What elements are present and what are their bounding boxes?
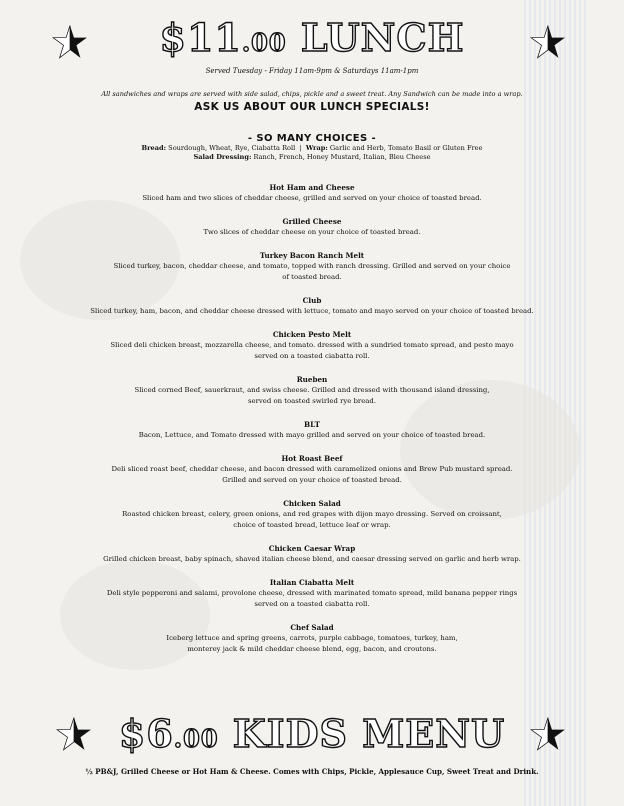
- kids-header: [0, 712, 624, 761]
- item-description: Sliced corned Beef, sauerkraut, and swiss cheese. Grilled and dressed with thousand island dressing, served on toasted swirled rye bread.: [134, 386, 490, 405]
- menu-item: [40, 623, 584, 655]
- intro-section: [0, 90, 624, 113]
- separator: |: [299, 144, 302, 152]
- menu-item: [40, 296, 584, 317]
- dressing-options: Ranch, French, Honey Mustard, Italian, Bleu Cheese: [253, 153, 431, 161]
- menu-item: [40, 544, 584, 565]
- lunch-specials-banner: ASK US ABOUT OUR LUNCH SPECIALS!: [194, 101, 430, 113]
- bread-label: Bread:: [141, 144, 167, 152]
- kids-title: [0, 712, 624, 761]
- menu-item: [40, 375, 584, 407]
- item-name: Chicken Caesar Wrap: [268, 544, 356, 553]
- item-description: Sliced deli chicken breast, mozzarella cheese, and tomato. dressed with a sundried tomato spread, and pesto mayo served on a toasted ciabatta roll.: [110, 341, 514, 360]
- kids-title-word: KIDS MENU: [232, 711, 506, 756]
- lunch-header: [0, 16, 624, 75]
- menu-item: [40, 578, 584, 610]
- kids-menu-description: ½ PB&J, Grilled Cheese or Hot Ham & Cheese. Comes with Chips, Pickle, Applesauce Cup, Sweet Treat and Drink.: [85, 767, 539, 776]
- lunch-title-word: LUNCH: [300, 15, 465, 60]
- wrap-label: Wrap:: [305, 144, 328, 152]
- lunch-hours: Served Tuesday - Friday 11am-9pm & Saturdays 11am-1pm: [205, 67, 419, 75]
- menu-item: [40, 499, 584, 531]
- item-name: Hot Ham and Cheese: [269, 183, 355, 192]
- item-name: Chicken Pesto Melt: [272, 330, 352, 339]
- bread-options: Sourdough, Wheat, Rye, Ciabatta Roll: [168, 144, 296, 152]
- dressing-label: Salad Dressing:: [193, 153, 252, 161]
- item-description: Grilled chicken breast, baby spinach, shaved italian cheese blend, and caesar dressing served on garlic and herb wrap.: [103, 555, 521, 563]
- item-description: Two slices of cheddar cheese on your choice of toasted bread.: [203, 228, 421, 236]
- item-description: Deli sliced roast beef, cheddar cheese, and bacon dressed with caramelized onions and Brew Pub mustard spread. Grilled and served on your choice of toasted bread.: [111, 465, 513, 484]
- item-name: BLT: [304, 420, 320, 429]
- item-name: Turkey Bacon Ranch Melt: [259, 251, 365, 260]
- item-description: Bacon, Lettuce, and Tomato dressed with mayo grilled and served on your choice of toasted bread.: [138, 431, 486, 439]
- lunch-price: $11: [159, 15, 242, 60]
- kids-price-cents: .00: [173, 724, 219, 753]
- bread-wrap-options: [0, 144, 624, 153]
- item-name: Chicken Salad: [283, 499, 341, 508]
- item-description: Sliced ham and two slices of cheddar cheese, grilled and served on your choice of toasted bread.: [142, 194, 482, 202]
- wrap-options: Garlic and Herb, Tomato Basil or Gluten Free: [329, 144, 483, 152]
- item-name: Grilled Cheese: [282, 217, 342, 226]
- item-description: Iceberg lettuce and spring greens, carrots, purple cabbage, tomatoes, turkey, ham, monterey jack & mild cheddar cheese blend, egg, bacon, and croutons.: [166, 634, 458, 653]
- sides-note: All sandwiches and wraps are served with side salad, chips, pickle and a sweet treat. Any Sandwich can be made into a wrap.: [101, 90, 523, 98]
- item-description: Sliced turkey, bacon, cheddar cheese, and tomato, topped with ranch dressing. Grilled and served on your choice of toasted bread.: [113, 262, 511, 281]
- dressing-options-line: [0, 153, 624, 162]
- choices-section: [0, 133, 624, 162]
- item-name: Club: [302, 296, 322, 305]
- menu-item: [40, 330, 584, 362]
- item-name: Chef Salad: [290, 623, 334, 632]
- item-name: Rueben: [296, 375, 328, 384]
- lunch-title: [0, 16, 624, 65]
- item-name: Hot Roast Beef: [281, 454, 343, 463]
- menu-item: [40, 420, 584, 441]
- menu-item: [40, 183, 584, 204]
- menu-item: [40, 217, 584, 238]
- kids-price: $6: [118, 711, 174, 756]
- item-description: Roasted chicken breast, celery, green onions, and red grapes with dijon mayo dressing. Served on croissant, choice of toasted bread, lettuce leaf or wrap.: [122, 510, 502, 529]
- lunch-price-cents: .00: [241, 28, 287, 57]
- menu-items: [40, 183, 584, 668]
- choices-title: - SO MANY CHOICES -: [247, 133, 377, 144]
- item-description: Sliced turkey, ham, bacon, and cheddar cheese dressed with lettuce, tomato and mayo served on your choice of toasted bread.: [90, 307, 534, 315]
- menu-item: [40, 454, 584, 486]
- item-name: Italian Ciabatta Melt: [269, 578, 355, 587]
- menu-item: [40, 251, 584, 283]
- item-description: Deli style pepperoni and salami, provolone cheese, dressed with marinated tomato spread, mild banana pepper rings served on a toasted ciabatta roll.: [106, 589, 518, 608]
